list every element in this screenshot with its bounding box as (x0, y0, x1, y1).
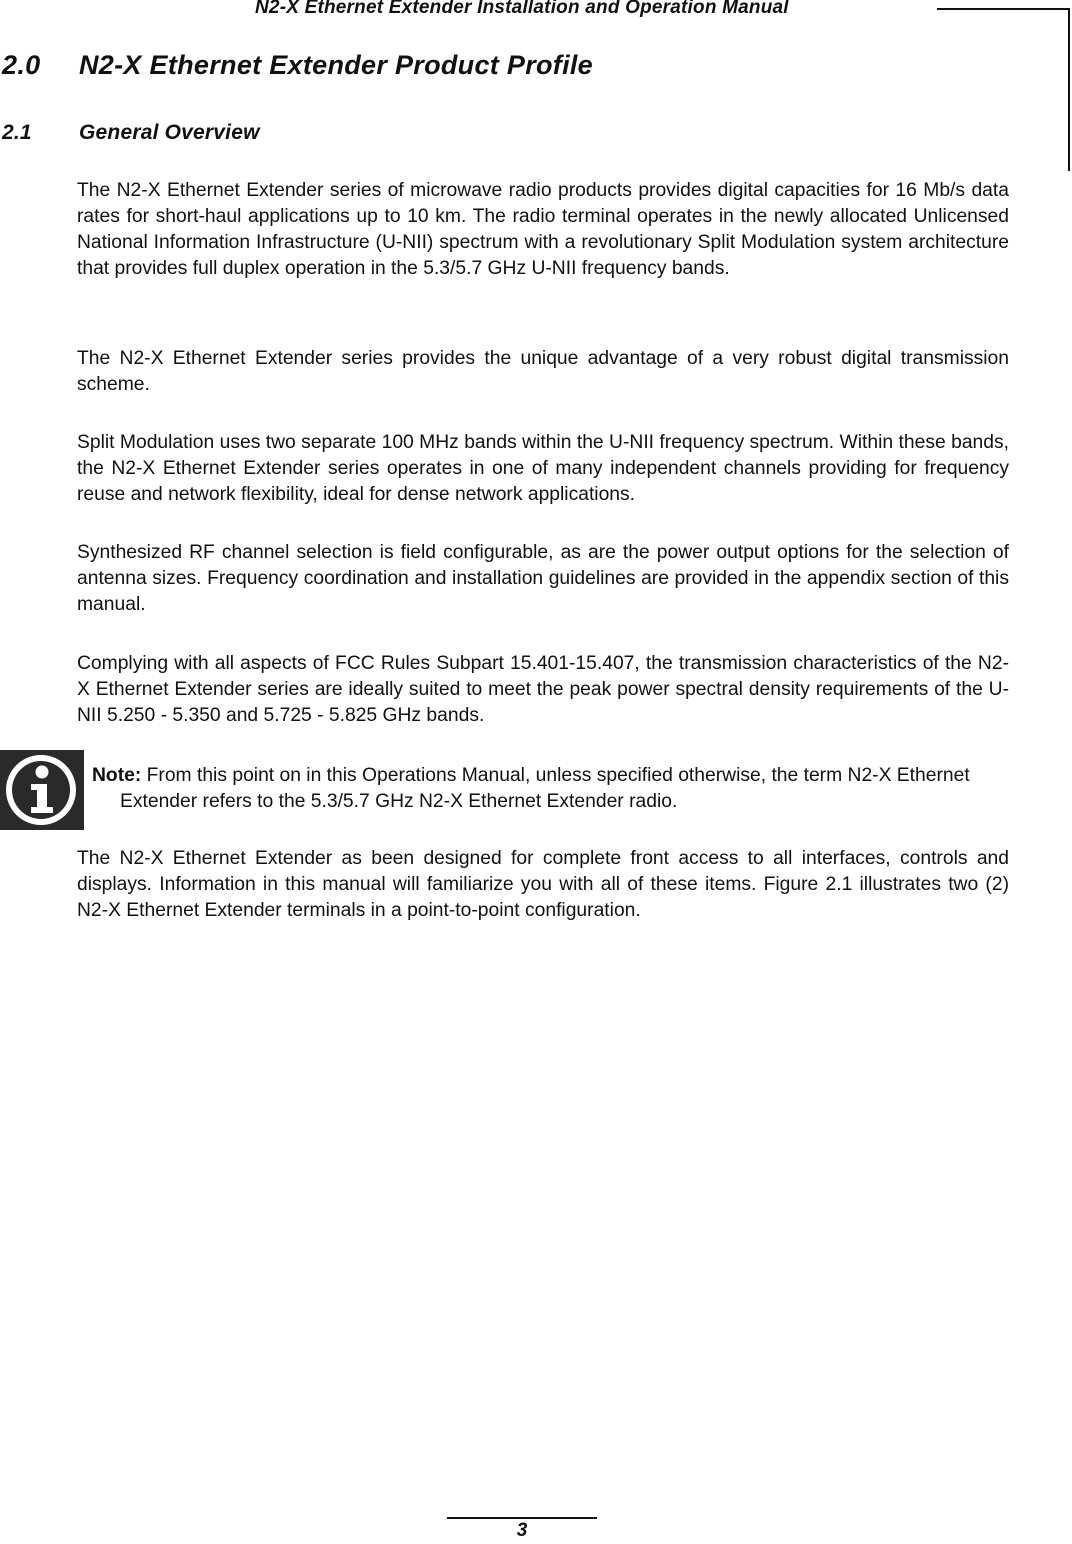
paragraph-overview: The N2-X Ethernet Extender series of microwave radio products provides digital capacities for 16 Mb/s data rates for short-haul applications up to 10 km. The radio terminal operates in the newly allocated Unlicensed National Information Infrastructure (U-NII) spectrum with a revolutionary Split Modulation system architecture that provides full duplex operation in the 5.3/5.7 GHz U-NII frequency bands. (77, 180, 1009, 279)
note-block (92, 763, 1037, 815)
paragraph-rf-selection: Synthesized RF channel selection is field configurable, as are the power output options for the selection of antenna sizes. Frequency coordination and installation guidelines are provided in the appendix section of this manual. (77, 542, 1009, 615)
section-heading (2, 50, 593, 81)
header-vertical-rule (1068, 8, 1070, 171)
paragraph-fcc-compliance: Complying with all aspects of FCC Rules Subpart 15.401-15.407, the transmission characteristics of the N2-X Ethernet Extender series are ideally suited to meet the peak power spectral density requirements of the U-NII 5.250 - 5.350 and 5.725 - 5.825 GHz bands. (77, 653, 1009, 726)
info-icon (0, 750, 84, 830)
section-number: 2.0 (2, 50, 41, 80)
paragraph-split-modulation: Split Modulation uses two separate 100 MHz bands within the U-NII frequency spectrum. Within these bands, the N2-X Ethernet Extender series operates in one of many independent channels providing for frequency reuse and network flexibility, ideal for dense network applications. (77, 432, 1009, 505)
subsection-heading (2, 121, 260, 145)
paragraph-advantage: The N2-X Ethernet Extender series provides the unique advantage of a very robust digital transmission scheme. (77, 348, 1009, 395)
running-header: N2-X Ethernet Extender Installation and Operation Manual (255, 0, 789, 18)
page-number: 3 (516, 1520, 528, 1541)
note-text: From this point on in this Operations Manual, unless specified otherwise, the term N2-X Ethernet Extender refers to the 5.3/5.7 GHz N2-X Ethernet Extender radio. (120, 765, 970, 812)
subsection-title: General Overview (79, 121, 260, 144)
note-label: Note: (92, 765, 142, 786)
section-title: N2-X Ethernet Extender Product Profile (79, 50, 593, 80)
subsection-number: 2.1 (2, 121, 32, 144)
paragraph-front-access: The N2-X Ethernet Extender as been designed for complete front access to all interfaces, controls and displays. Information in this manual will familiarize you with all of these items. Figure 2.1 illustrates two (2) N2-X Ethernet Extender terminals in a point-to-point configuration. (77, 848, 1009, 921)
footer-rule (447, 1517, 597, 1519)
header-rule (937, 8, 1070, 10)
